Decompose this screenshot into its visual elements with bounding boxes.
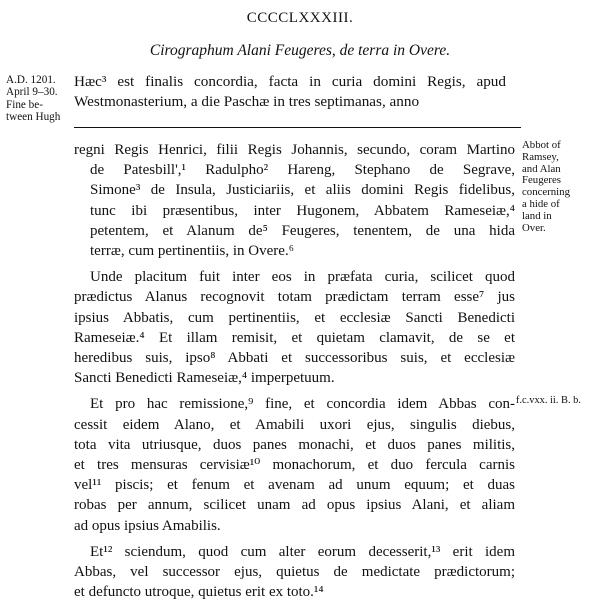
text-line: robas per annum, scilicet unam ad opus ipsius Alani, et aliam xyxy=(74,497,515,514)
left-note-line: A.D. 1201. xyxy=(6,74,56,86)
text-line: tota vita utriusque, duos panes monachi, et duos panes militis, xyxy=(74,436,515,453)
text-line: terræ, cum pertinentiis, in Overe.⁶ xyxy=(90,243,294,260)
charter-title: Cirographum Alani Feugeres, de terra in Overe. xyxy=(149,42,451,59)
left-note-line: April 9–30. xyxy=(6,86,58,99)
left-note-line: Fine be- xyxy=(6,98,43,111)
text-line: Et pro hac remissione,⁹ fine, et concordia idem Abbas con- xyxy=(90,396,515,413)
right-note-line: concerning xyxy=(522,186,570,199)
text-line: petentem, et Alanum de⁵ Feugeres, tenentem, de una hida xyxy=(90,222,515,239)
horizontal-rule xyxy=(74,127,521,128)
left-note-line: tween Hugh xyxy=(6,111,61,124)
text-line: et defuncto utroque, quietus erit ex toto.¹⁴ xyxy=(74,584,324,601)
right-note-line: Feugeres xyxy=(522,174,561,187)
right-note-line: land in xyxy=(522,209,552,222)
right-note-line: Ramsey, xyxy=(522,150,559,163)
text-line: Unde placitum fuit inter eos in præfata curia, scilicet quod xyxy=(90,269,515,286)
text-line: Et¹² sciendum, quod cum alter eorum decesserit,¹³ erit idem xyxy=(90,543,515,560)
charter-body xyxy=(74,140,515,602)
text-line: tunc ibi præsentibus, inter Hugonem, Abbatem Rameseiæ,⁴ xyxy=(90,202,515,219)
text-line: de Patesbill',¹ Radulpho² Hareng, Stephano de Segrave, xyxy=(90,162,515,179)
right-margin-note xyxy=(522,140,600,234)
text-line: Abbas, vel successor ejus, quietus de medictate prædictorum; xyxy=(74,564,515,581)
right-note-line: and Alan xyxy=(522,162,561,175)
text-line: prædictus Alanus recognovit totam prædictam terram esse⁷ jus xyxy=(74,289,515,306)
folio-reference-note: f.c.vxx. ii. B. b. xyxy=(516,395,581,406)
text-line: Hæc³ est finalis concordia, facta in curia domini Regis, apud xyxy=(74,73,506,90)
text-line: Sancti Benedicti Rameseiæ,⁴ imperpetuum. xyxy=(74,370,335,387)
charter-number: CCCCLXXXIII. xyxy=(246,10,354,26)
right-note-line: a hide of xyxy=(522,197,560,210)
text-line: cessit eidem Alano, et Amabili uxori ejus, singulis diebus, xyxy=(74,416,515,433)
right-note-line: Over. xyxy=(522,221,546,234)
paragraph xyxy=(74,140,515,261)
text-line: heredibus suis, ipso⁸ Abbati et successoribus suis, et ecclesiæ xyxy=(74,350,515,367)
text-line: ipsius Abbatis, cum pertinentiis, et ecclesiæ Sancti Benedicti xyxy=(74,309,515,326)
text-line: Rameseiæ.⁴ Et illam remisit, et quietam clamavit, de se et xyxy=(74,329,515,346)
opening-paragraph xyxy=(74,72,506,112)
paragraph xyxy=(74,542,515,602)
text-line: et tres mensuras cervisiæ¹⁰ monachorum, et duo fercula carnis xyxy=(74,457,515,474)
paragraph xyxy=(74,394,515,535)
text-line: ad opus ipsius Amabilis. xyxy=(74,517,221,534)
text-line: regni Regis Henrici, filii Regis Johannis, secundo, coram Martino xyxy=(74,142,515,158)
paragraph xyxy=(74,267,515,388)
text-line: vel¹¹ piscis; et fenum et avenam ad unum equum; et duas xyxy=(74,477,515,494)
text-line: Westmonasterium, a die Paschæ in tres septimanas, anno xyxy=(74,93,420,110)
text-line: Simone³ de Insula, Justiciariis, et aliis domini Regis fidelibus, xyxy=(90,182,515,199)
right-note-line: Abbot of xyxy=(522,139,561,151)
